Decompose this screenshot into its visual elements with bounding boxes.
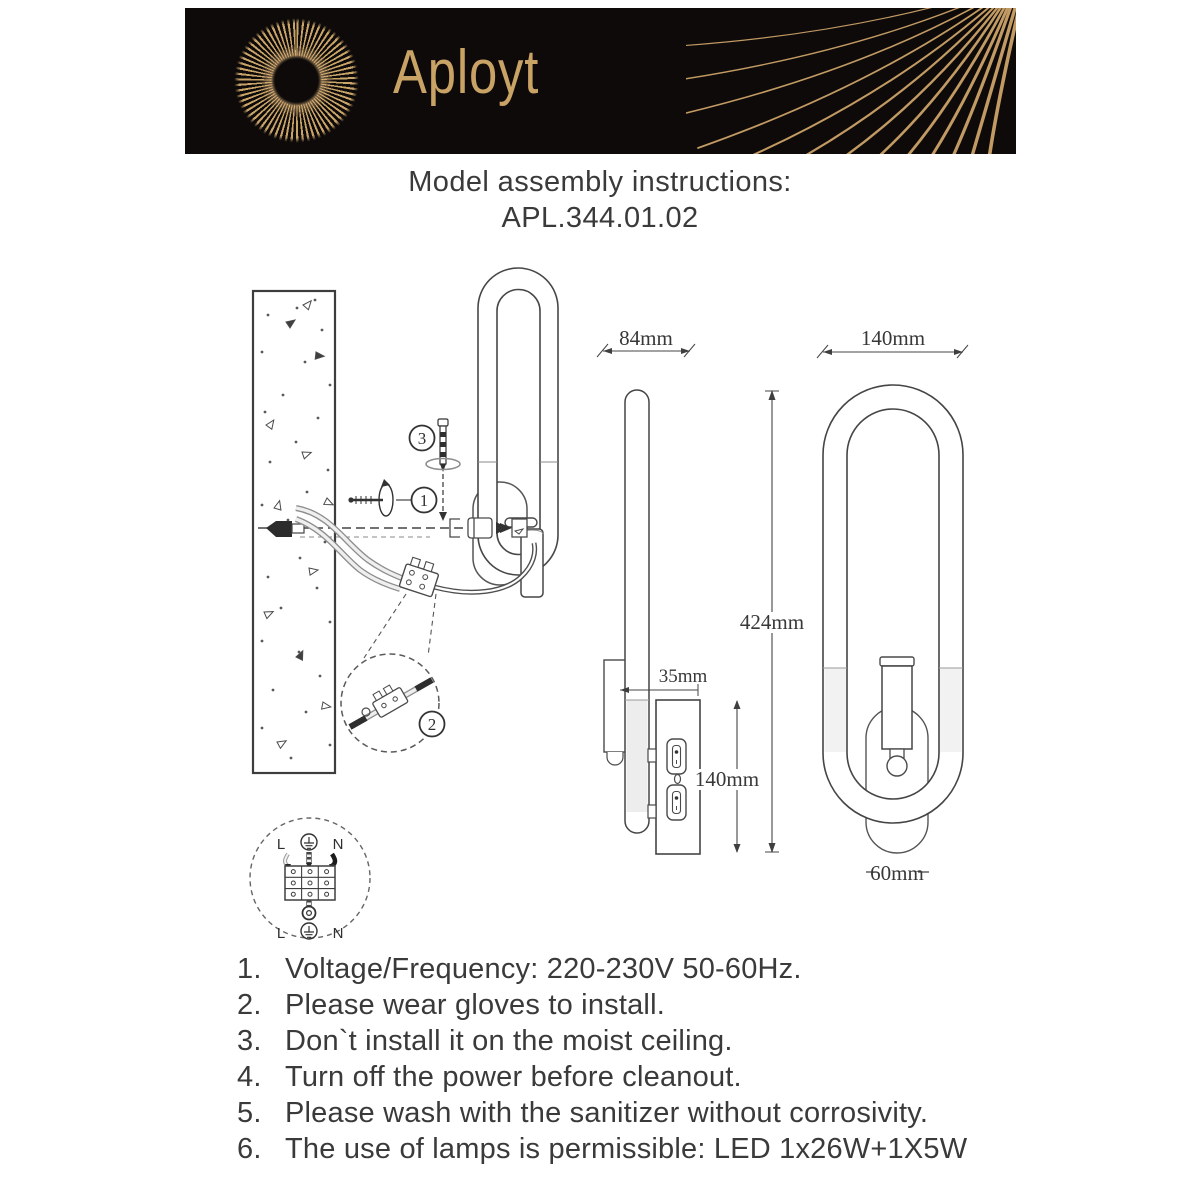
instruction-number: 5. [237, 1097, 262, 1129]
wiring-label-bottom-left: L [276, 925, 286, 942]
instruction-text: Turn off the power before cleanout. [285, 1061, 742, 1093]
instruction-item [237, 1095, 1057, 1131]
instruction-text: The use of lamps is permissible: LED 1x26W+1X5W [285, 1133, 968, 1165]
instruction-item [237, 1059, 1057, 1095]
detail-leader-lines [364, 594, 436, 658]
title-line-1: Model assembly instructions: [408, 166, 792, 198]
dim-side-width-label: 84mm [619, 326, 673, 350]
callout-3-label: 3 [417, 429, 427, 448]
instruction-text: Please wear gloves to install. [285, 989, 665, 1021]
instruction-number: 1. [237, 953, 262, 985]
instruction-item [237, 951, 1057, 987]
callout-3 [410, 426, 435, 451]
lamp-side-view [597, 326, 804, 854]
dim-canopy-width-label: 60mm [870, 861, 924, 885]
instruction-number: 6. [237, 1133, 262, 1165]
screw-step1 [348, 479, 411, 516]
dim-side-width [597, 326, 695, 357]
lamp-front-view [817, 326, 968, 885]
wiring-label-bottom-right: N [332, 925, 344, 942]
dim-backplate-depth-label: 35mm [658, 666, 708, 687]
dim-front-width-label: 140mm [860, 326, 926, 350]
instruction-text: Voltage/Frequency: 220-230V 50-60Hz. [285, 953, 802, 985]
terminal-detail [341, 654, 439, 752]
title-line-2: APL.344.01.02 [501, 202, 699, 234]
callout-1-label: 1 [419, 491, 429, 510]
dim-canopy-width [866, 861, 929, 885]
wiring-terminal-block [285, 866, 335, 900]
instruction-number: 2. [237, 989, 262, 1021]
wiring-detail [250, 818, 370, 942]
instruction-number: 3. [237, 1025, 262, 1057]
terminal-block [399, 556, 441, 597]
wiring-label-top-left: L [276, 836, 286, 853]
instruction-item [237, 987, 1057, 1023]
instruction-item [237, 1023, 1057, 1059]
lamp-rear-view [473, 268, 558, 597]
dim-backplate-height [695, 700, 759, 853]
callout-2-label: 2 [427, 715, 437, 734]
dim-backplate-height-label: 140mm [694, 767, 760, 791]
instruction-text: Don`t install it on the moist ceiling. [285, 1025, 733, 1057]
brand-wordmark: Aployt [393, 38, 540, 107]
instruction-text: Please wash with the sanitizer without corrosivity. [285, 1097, 929, 1129]
instruction-number: 4. [237, 1061, 262, 1093]
callout-1 [412, 488, 437, 513]
switch-1 [667, 739, 686, 774]
wiring-label-top-right: N [332, 836, 344, 853]
dim-front-width [817, 326, 968, 358]
switch-2 [667, 785, 686, 820]
dim-overall-height-label: 424mm [739, 610, 805, 634]
instruction-item [237, 1131, 1057, 1167]
callout-2 [420, 712, 445, 737]
instruction-list [237, 951, 1057, 1167]
